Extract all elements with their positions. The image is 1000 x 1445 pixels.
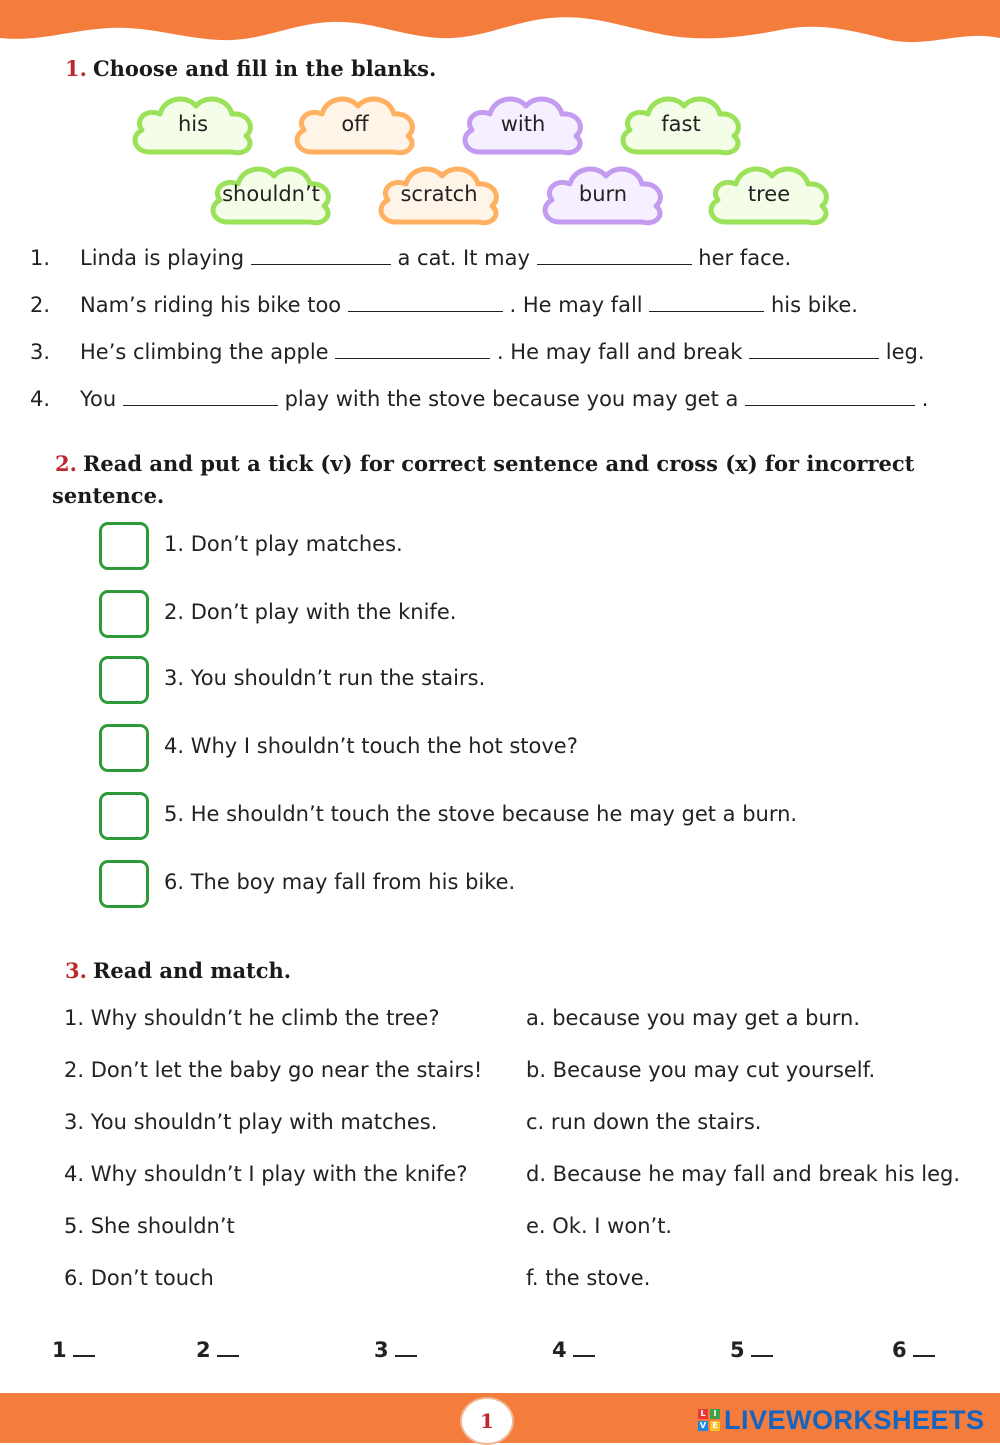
word-bank-item: shouldn’t xyxy=(222,182,320,206)
answer-blank[interactable] xyxy=(123,387,278,406)
match-right-item: d. Because he may fall and break his leg. xyxy=(526,1162,961,1186)
tick-cross-box[interactable] xyxy=(99,590,149,638)
word-bank-item: with xyxy=(500,112,546,136)
word-bank-item: tree xyxy=(747,182,791,206)
word-cloud xyxy=(206,156,336,236)
match-answer-slot[interactable]: 2 xyxy=(196,1338,239,1362)
answer-blank[interactable] xyxy=(348,293,503,312)
tick-sentence: 4. Why I shouldn’t touch the hot stove? xyxy=(164,734,578,758)
match-right-item: b. Because you may cut yourself. xyxy=(526,1058,876,1082)
answer-line[interactable] xyxy=(913,1339,935,1357)
tick-sentence: 6. The boy may fall from his bike. xyxy=(164,870,516,894)
top-wave-border xyxy=(0,0,1000,60)
match-right-item: e. Ok. I won’t. xyxy=(526,1214,673,1238)
tick-sentence: 5. He shouldn’t touch the stove because he may get a burn. xyxy=(164,802,798,826)
match-answer-slot[interactable]: 5 xyxy=(730,1338,773,1362)
section-1-heading: 1. Choose and fill in the blanks. xyxy=(65,56,437,81)
word-bank-item: off xyxy=(341,112,369,136)
logo-grid-icon: L I V E xyxy=(698,1409,720,1431)
tick-sentence: 2. Don’t play with the knife. xyxy=(164,600,457,624)
tick-sentence: 3. You shouldn’t run the stairs. xyxy=(164,666,486,690)
fill-blank-sentence: 1. Linda is playing a cat. It may her face. xyxy=(30,246,792,270)
tick-cross-box[interactable] xyxy=(99,522,149,570)
match-right-item: a. because you may get a burn. xyxy=(526,1006,861,1030)
match-answer-slot[interactable]: 6 xyxy=(892,1338,935,1362)
fill-blank-sentence: 2. Nam’s riding his bike too . He may fall his bike. xyxy=(30,293,858,317)
fill-blank-sentence: 3. He’s climbing the apple . He may fall and break leg. xyxy=(30,340,925,364)
word-cloud xyxy=(290,86,420,166)
tick-cross-box[interactable] xyxy=(99,792,149,840)
tick-cross-box[interactable] xyxy=(99,860,149,908)
match-left-item: 2. Don’t let the baby go near the stairs! xyxy=(64,1058,483,1082)
liveworksheets-logo: L I V E LIVEWORKSHEETS xyxy=(699,1404,985,1435)
match-right-item: c. run down the stairs. xyxy=(526,1110,762,1134)
match-left-item: 6. Don’t touch xyxy=(64,1266,214,1290)
word-bank-item: fast xyxy=(661,112,701,136)
match-left-item: 4. Why shouldn’t I play with the knife? xyxy=(64,1162,468,1186)
word-cloud xyxy=(458,86,588,166)
word-cloud xyxy=(704,156,834,236)
answer-blank[interactable] xyxy=(749,340,879,359)
match-left-item: 1. Why shouldn’t he climb the tree? xyxy=(64,1006,440,1030)
word-cloud xyxy=(128,86,258,166)
answer-blank[interactable] xyxy=(335,340,490,359)
answer-blank[interactable] xyxy=(251,246,391,265)
tick-cross-box[interactable] xyxy=(99,724,149,772)
answer-blank[interactable] xyxy=(537,246,692,265)
answer-line[interactable] xyxy=(73,1339,95,1357)
answer-blank[interactable] xyxy=(745,387,915,406)
page-number: 1 xyxy=(460,1397,514,1445)
word-cloud xyxy=(374,156,504,236)
word-bank-item: his xyxy=(177,112,209,136)
match-answer-slot[interactable]: 1 xyxy=(52,1338,95,1362)
answer-line[interactable] xyxy=(751,1339,773,1357)
match-answer-slot[interactable]: 4 xyxy=(552,1338,595,1362)
answer-line[interactable] xyxy=(573,1339,595,1357)
match-left-item: 3. You shouldn’t play with matches. xyxy=(64,1110,438,1134)
tick-sentence: 1. Don’t play matches. xyxy=(164,532,403,556)
answer-blank[interactable] xyxy=(649,293,764,312)
word-bank-item: burn xyxy=(578,182,628,206)
word-cloud xyxy=(538,156,668,236)
match-right-item: f. the stove. xyxy=(526,1266,651,1290)
section-2-heading: 2. Read and put a tick (v) for correct sentence and cross (x) for incorrect xyxy=(55,451,915,476)
answer-line[interactable] xyxy=(217,1339,239,1357)
fill-blank-sentence: 4. You play with the stove because you may get a . xyxy=(30,387,929,411)
match-left-item: 5. She shouldn’t xyxy=(64,1214,235,1238)
section-3-heading: 3. Read and match. xyxy=(65,958,292,983)
match-answer-slot[interactable]: 3 xyxy=(374,1338,417,1362)
tick-cross-box[interactable] xyxy=(99,656,149,704)
answer-line[interactable] xyxy=(395,1339,417,1357)
word-bank-item: scratch xyxy=(400,182,478,206)
section-2-heading-cont: sentence. xyxy=(52,483,165,508)
word-cloud xyxy=(616,86,746,166)
